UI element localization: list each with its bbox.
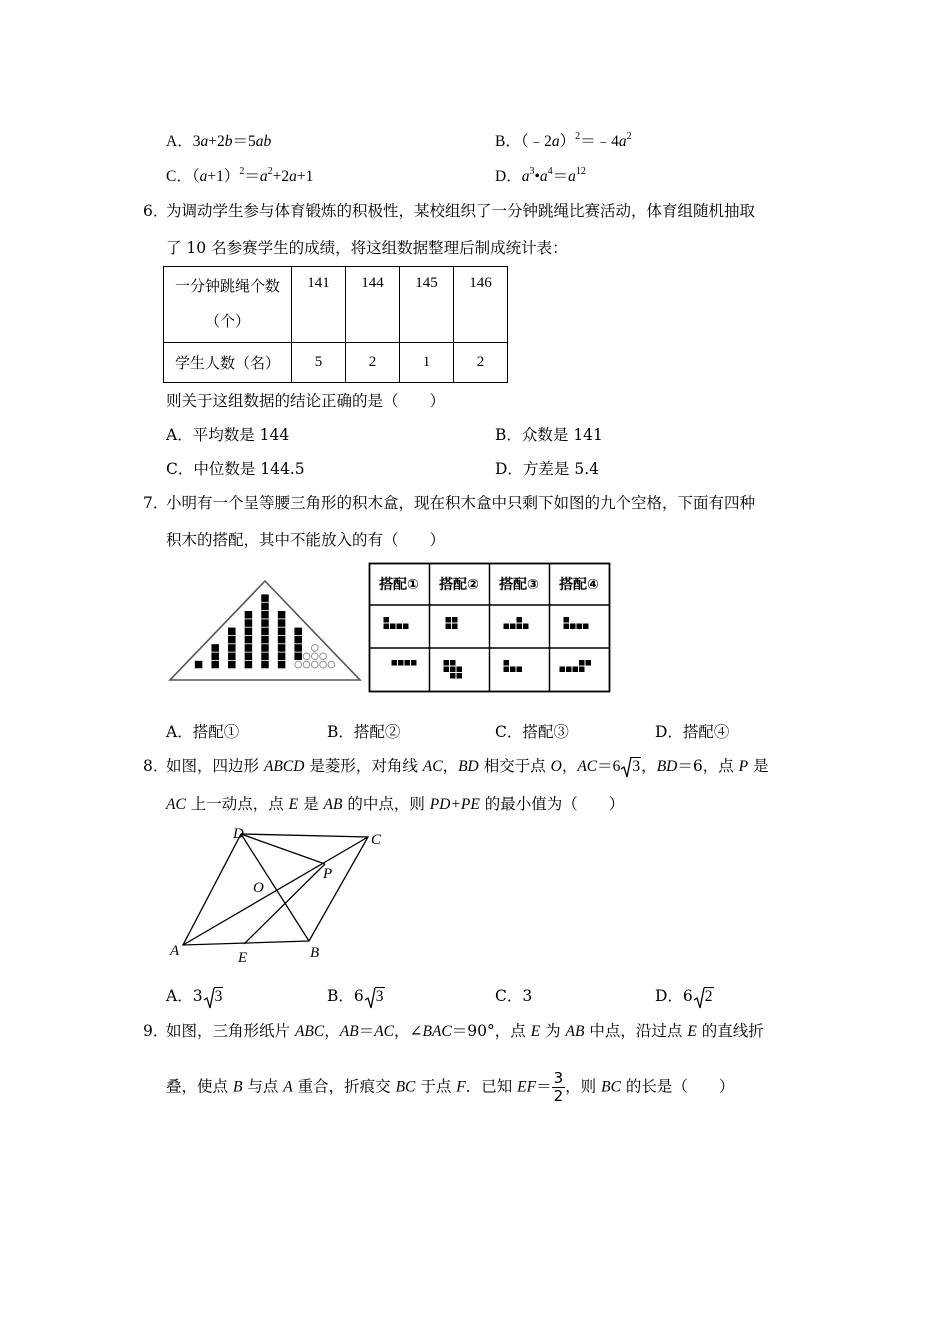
label-p: P [323,866,333,882]
block-unit [579,667,585,673]
filled-cell [261,619,269,627]
filled-cell [294,636,302,644]
diagonal-bd [241,834,309,941]
q6-line2: 了 10 名参赛学生的成绩，将这组数据整理后制成统计表： [166,239,568,257]
q6-table-value: 144 [346,267,400,343]
q6-table-count: 5 [292,343,346,383]
filled-cell [211,644,219,652]
q7-option-b: B．搭配② [327,723,401,741]
q6-table-value: 141 [292,267,346,343]
block-unit [384,617,390,623]
filled-cell [211,661,219,669]
block-unit [577,624,583,630]
sqrt-3: 3 [620,757,641,776]
q5-option-c: C．$(a+1)^2=a^2+2a+1$ [166,166,314,185]
label-o: O [253,880,264,896]
block-unit [405,660,411,666]
empty-cell [311,653,318,660]
filled-cell [195,661,203,669]
segment-pd [241,834,325,864]
block-unit [450,667,456,673]
label-e: E [238,950,248,965]
empty-cell [303,661,310,668]
label-a: A [170,943,180,959]
block-unit [457,673,463,679]
q6-table-count: 2 [346,343,400,383]
filled-cell [261,611,269,619]
q8-option-c: C．3 [495,987,533,1005]
q5-option-a: A．3a+2b＝5ab [166,133,272,150]
empty-cell [303,653,310,660]
q5-option-d: D．$a^3•a^4=a^{12}$ [495,166,586,185]
q6-table-count: 2 [454,343,508,383]
filled-cell [278,619,286,627]
block-unit [517,667,523,673]
filled-cell [228,661,236,669]
block-unit [392,660,398,666]
rhombus-figure [165,823,395,965]
filled-cell [245,644,253,652]
combo-header-3: 搭配③ [499,577,539,593]
filled-cell [261,594,269,602]
q6-option-a: A．平均数是 144 [166,426,290,444]
block-unit [564,617,570,623]
q9-number: 9． [143,1022,169,1040]
filled-cell [261,661,269,669]
block-combo-table-figure [368,562,612,694]
q7-option-d: D．搭配④ [655,723,730,741]
q7-line1: 小明有一个呈等腰三角形的积木盒，现在积木盒中只剩下如图的九个空格，下面有四种 [166,494,756,512]
block-unit [452,617,458,623]
filled-cell [261,628,269,636]
triangle-block-box-figure [168,578,363,686]
block-unit [446,624,452,630]
q6-table-count: 1 [400,343,454,383]
q6-table-header-count: 一分钟跳绳个数 （个） [164,267,292,343]
block-unit [397,624,403,630]
block-unit [390,624,396,630]
label-b: B [310,945,320,961]
filled-cell [278,628,286,636]
block-unit [444,667,450,673]
block-unit [510,624,516,630]
block-unit [583,624,589,630]
filled-cell [211,653,219,661]
fraction-3-over-2: $\frac{3}{2}$ [553,1069,564,1105]
block-unit [450,660,456,666]
filled-cell [245,611,253,619]
filled-cell [278,653,286,661]
filled-cell [245,653,253,661]
combo-header-1: 搭配① [379,577,419,593]
block-unit [517,617,523,623]
empty-cell [311,645,318,652]
q7-number: 7． [143,494,169,512]
filled-cell [294,628,302,636]
filled-cell [245,628,253,636]
label-d: D [233,826,244,842]
q8-option-d: D．6 2 [655,984,714,1006]
q6-table-value: 145 [400,267,454,343]
empty-cell [328,661,335,668]
block-unit [523,624,529,630]
q6-table-header-students: 学生人数（名） [164,343,292,383]
q8-option-b: B．6 3 [327,984,385,1006]
block-unit [398,660,404,666]
q6-stat-table [163,266,508,383]
block-unit [457,667,463,673]
block-unit [566,667,572,673]
block-unit [444,660,450,666]
block-unit [517,624,523,630]
filled-cell [245,661,253,669]
filled-cell [228,653,236,661]
block-unit [450,673,456,679]
q6-table-value: 146 [454,267,508,343]
filled-cell [261,636,269,644]
block-unit [384,624,390,630]
q6-question: 则关于这组数据的结论正确的是（ ） [166,392,446,410]
block-unit [452,624,458,630]
q7-option-c: C．搭配③ [495,723,569,741]
segment-pe [244,864,325,944]
block-unit [504,624,510,630]
block-unit [570,624,576,630]
q8-line1: 如图，四边形 ABCD 是菱形，对角线 AC，BD 相交于点 O，AC＝6 3，BD＝6，点 P 是 [166,757,769,775]
block-unit [564,624,570,630]
q6-option-c: C．中位数是 144.5 [166,460,305,478]
q8-option-a: A．3 3 [166,984,223,1006]
filled-cell [294,653,302,661]
block-unit [573,667,579,673]
q6-option-d: D．方差是 5.4 [495,460,600,478]
block-unit [504,660,510,666]
label-c: C [371,832,382,848]
filled-cell [294,644,302,652]
filled-cell [261,653,269,661]
q7-option-a: A．搭配① [166,723,240,741]
filled-cell [278,611,286,619]
filled-cell [245,636,253,644]
q9-line1: 如图，三角形纸片 ABC，AB＝AC，∠BAC＝90°，点 E 为 AB 中点，沿过点 E 的直线折 [166,1022,764,1040]
filled-cell [261,644,269,652]
empty-cell [320,661,327,668]
q5-option-b: B．$(﹣2a)^2=﹣4a^2$ [495,131,632,150]
q8-number: 8． [143,757,169,775]
empty-cell [320,653,327,660]
block-unit [586,660,592,666]
block-unit [579,660,585,666]
q6-option-b: B．众数是 141 [495,426,603,444]
empty-cell [311,661,318,668]
block-unit [411,660,417,666]
q8-line2: AC 上一动点，点 E 是 AB 的中点，则 PD+PE 的最小值为（ ） [166,795,625,813]
q6-line1: 为调动学生参与体育锻炼的积极性，某校组织了一分钟跳绳比赛活动，体育组随机抽取 [166,202,756,220]
combo-header-2: 搭配② [439,577,479,593]
filled-cell [261,603,269,611]
filled-cell [228,628,236,636]
block-unit [403,624,409,630]
block-unit [446,617,452,623]
filled-cell [228,644,236,652]
filled-cell [245,619,253,627]
q7-line2: 积木的搭配，其中不能放入的有（ ） [166,531,446,549]
filled-cell [278,636,286,644]
empty-cell [295,661,302,668]
block-unit [560,667,566,673]
combo-header-4: 搭配④ [559,577,599,593]
filled-cell [278,644,286,652]
q9-line2: 叠，使点 B 与点 A 重合，折痕交 BC 于点 F．已知 EF＝ $\frac{3}{2}$ ，则 BC 的长是（ ） [166,1069,735,1105]
block-unit [510,667,516,673]
filled-cell [228,636,236,644]
filled-cell [278,661,286,669]
q6-number: 6． [143,202,169,220]
block-unit [504,667,510,673]
